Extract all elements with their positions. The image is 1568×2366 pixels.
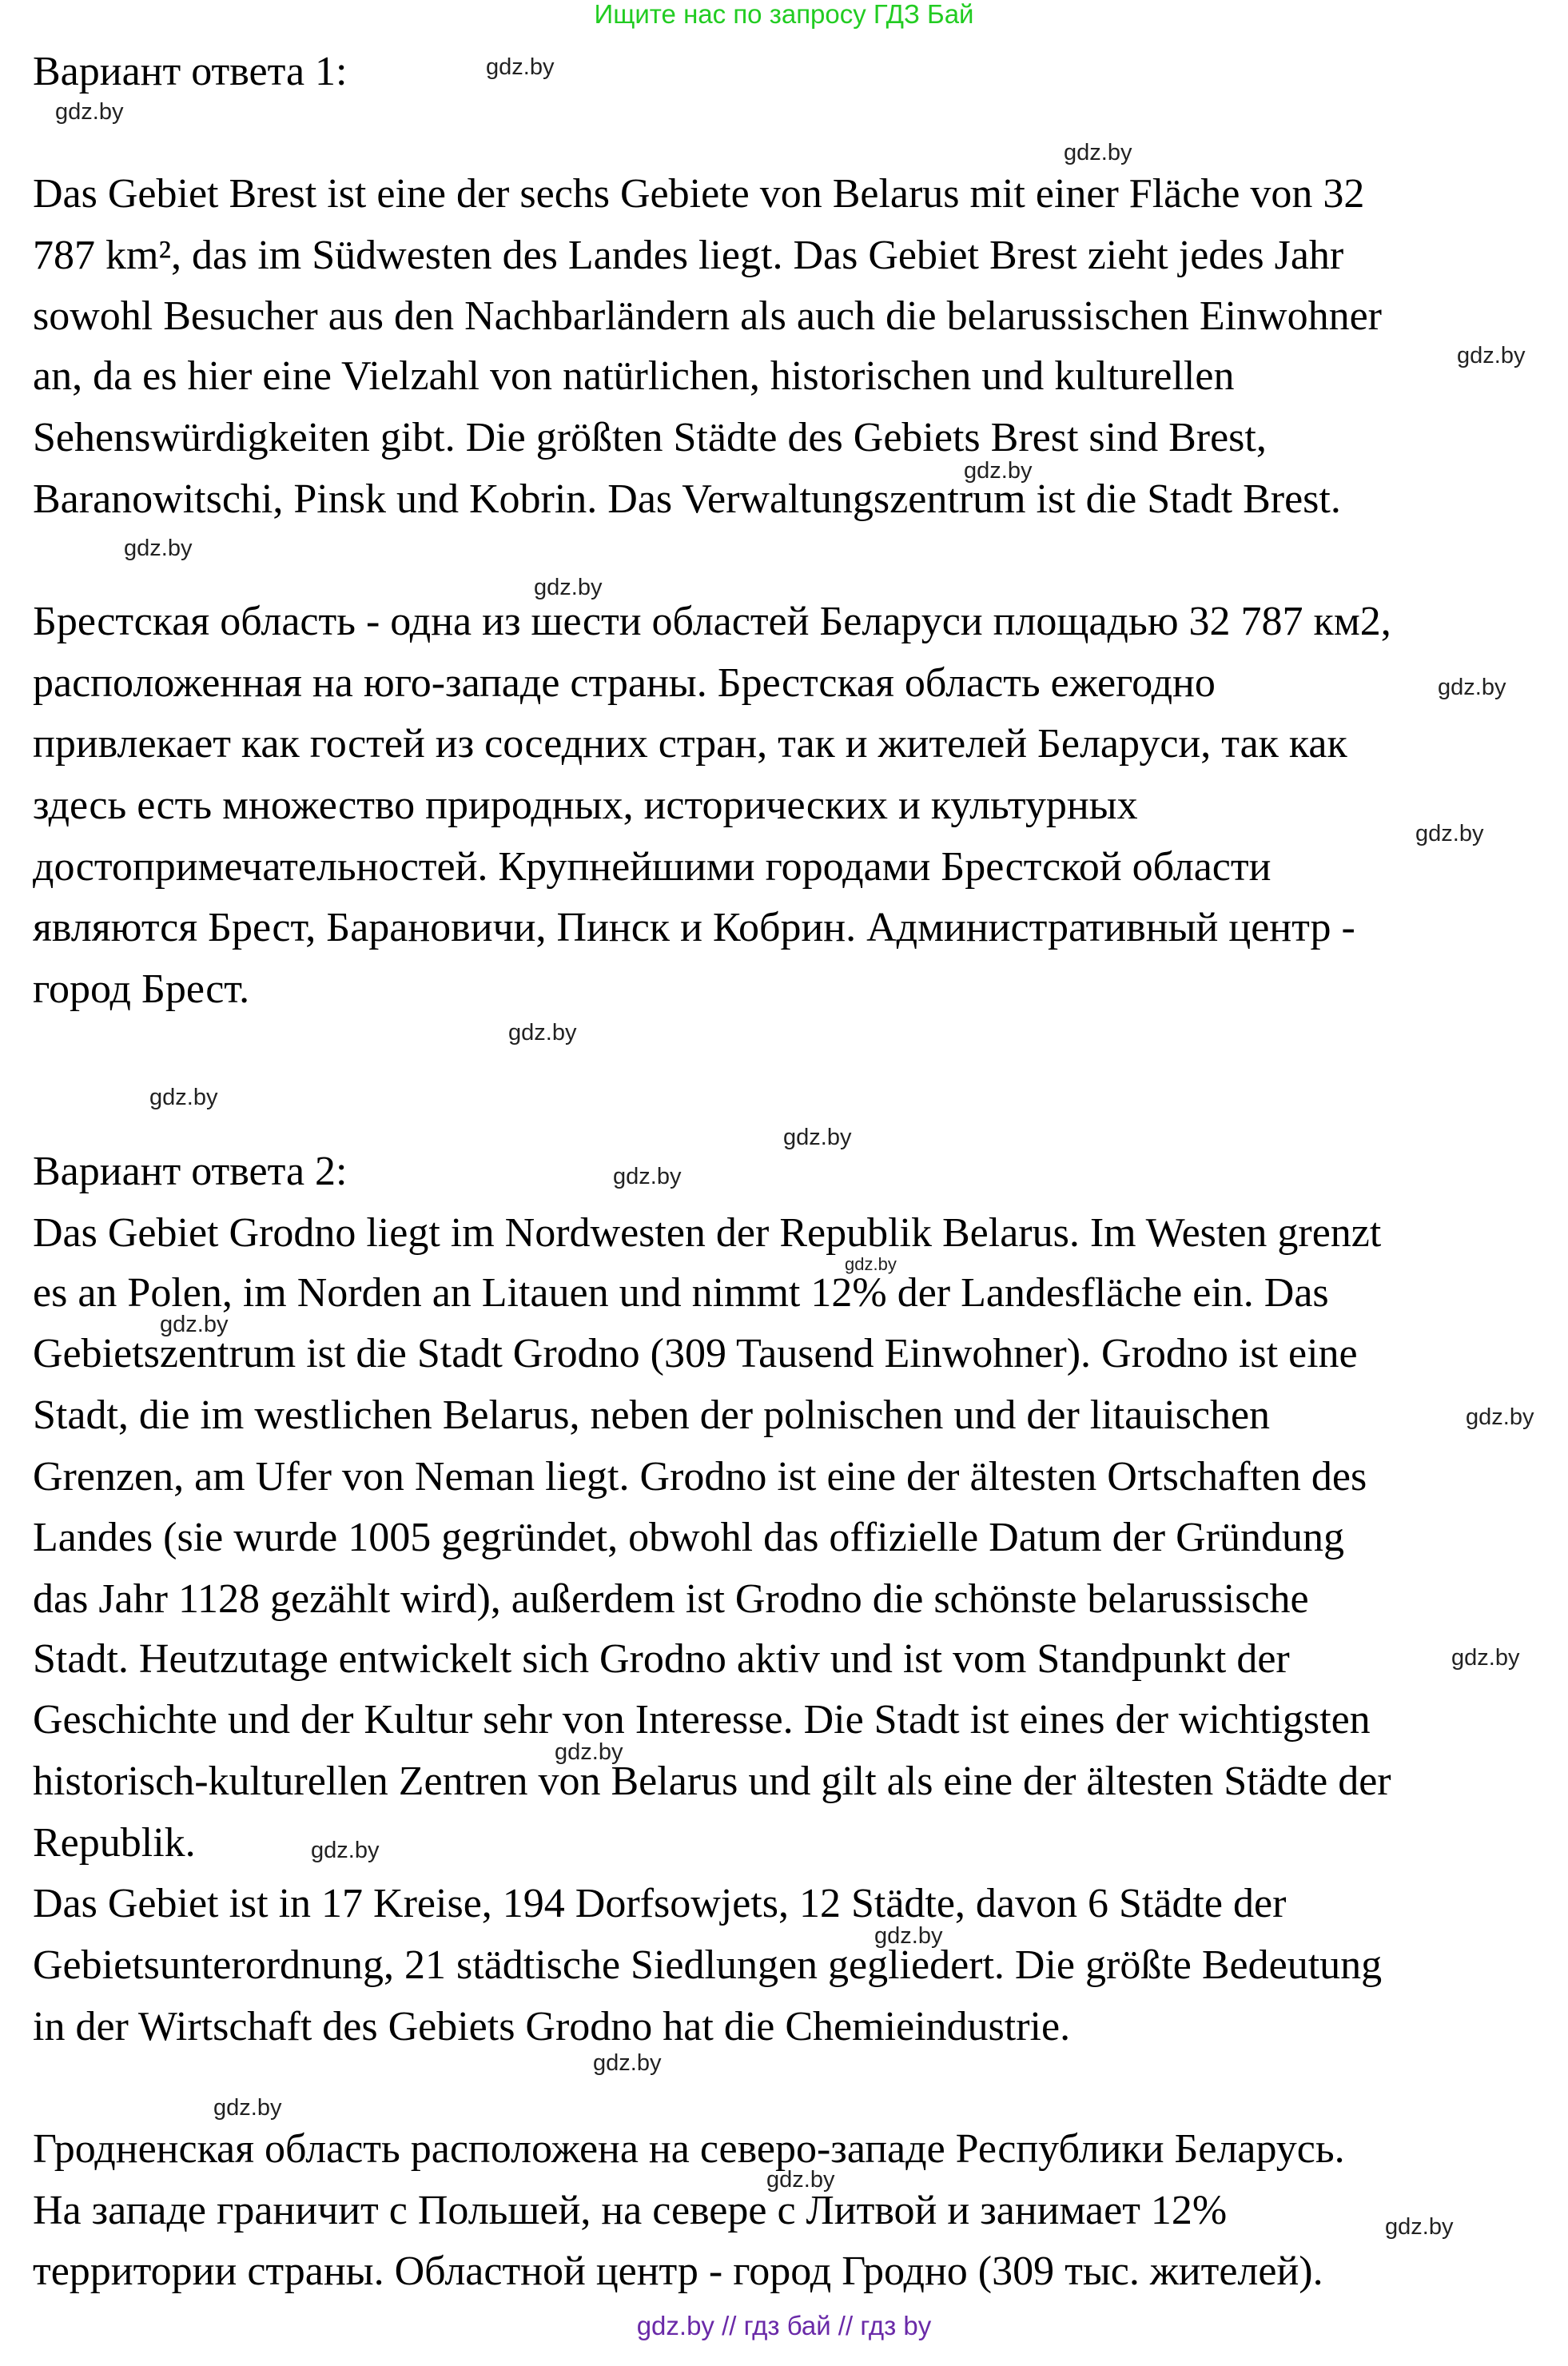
text-line: es an Polen, im Norden an Litauen und nimmt 12% der Landesfläche ein. Das bbox=[33, 1270, 1329, 1316]
watermark: gdz.by bbox=[124, 536, 193, 561]
text-line: Gebietszentrum ist die Stadt Grodno (309 Tausend Einwohner). Grodno ist eine bbox=[33, 1331, 1358, 1376]
text-line: привлекает как гостей из соседних стран, так и жителей Беларуси, так как bbox=[33, 721, 1347, 767]
watermark: gdz.by bbox=[149, 1085, 218, 1110]
watermark: gdz.by bbox=[964, 458, 1033, 484]
text-line: das Jahr 1128 gezählt wird), außerdem ist Grodno die schönste belarussische bbox=[33, 1576, 1309, 1622]
text-line: 787 km², das im Südwesten des Landes liegt. Das Gebiet Brest zieht jedes Jahr bbox=[33, 233, 1344, 278]
text-line: Grenzen, am Ufer von Neman liegt. Grodno ist eine der ältesten Ortschaften des bbox=[33, 1454, 1367, 1500]
text-line: Stadt, die im westlichen Belarus, neben der polnischen und der litauischen bbox=[33, 1392, 1271, 1438]
watermark: gdz.by bbox=[1438, 675, 1506, 700]
text-line: Geschichte und der Kultur sehr von Interesse. Die Stadt ist eines der wichtigsten bbox=[33, 1697, 1371, 1743]
text-line: sowohl Besucher aus den Nachbarländern als auch die belarussischen Einwohner bbox=[33, 293, 1382, 339]
text-line: an, da es hier eine Vielzahl von natürlichen, historischen und kulturellen bbox=[33, 353, 1235, 399]
watermark: gdz.by bbox=[613, 1164, 682, 1189]
text-line: территории страны. Областной центр - город Гродно (309 тыс. жителей). bbox=[33, 2248, 1323, 2294]
text-line: город Брест. bbox=[33, 966, 250, 1012]
text-line: Sehenswürdigkeiten gibt. Die größten Städte des Gebiets Brest sind Brest, bbox=[33, 415, 1267, 460]
search-banner: Ищите нас по запросу ГДЗ Бай bbox=[594, 0, 974, 29]
watermark: gdz.by bbox=[555, 1739, 623, 1765]
watermark: gdz.by bbox=[1457, 343, 1526, 368]
text-line: достопримечательностей. Крупнейшими городами Брестской области bbox=[33, 844, 1272, 890]
text-line: historisch-kulturellen Zentren von Belarus und gilt als eine der ältesten Städte der bbox=[33, 1759, 1391, 1804]
watermark: gdz.by bbox=[1415, 821, 1484, 846]
variant-1-heading: Вариант ответа 1: bbox=[33, 49, 348, 94]
text-line: Das Gebiet Grodno liegt im Nordwesten der Republik Belarus. Im Westen grenzt bbox=[33, 1210, 1382, 1256]
text-line: здесь есть множество природных, исторических и культурных bbox=[33, 783, 1138, 828]
watermark: gdz.by bbox=[486, 54, 555, 80]
text-line: in der Wirtschaft des Gebiets Grodno hat die Chemieindustrie. bbox=[33, 2004, 1071, 2049]
watermark: gdz.by bbox=[1064, 140, 1132, 165]
text-line: Landes (sie wurde 1005 gegründet, obwohl das offizielle Datum der Gründung bbox=[33, 1515, 1344, 1560]
watermark: gdz.by bbox=[766, 2167, 835, 2193]
text-line: Republik. bbox=[33, 1820, 196, 1866]
watermark: gdz.by bbox=[534, 575, 603, 600]
footer-links: gdz.by // гдз бай // гдз by bbox=[636, 2311, 932, 2340]
watermark: gdz.by bbox=[783, 1125, 852, 1150]
text-line: Baranowitschi, Pinsk und Kobrin. Das Verwaltungszentrum ist die Stadt Brest. bbox=[33, 476, 1341, 522]
text-line: Stadt. Heutzutage entwickelt sich Grodno aktiv und ist vom Standpunkt der bbox=[33, 1636, 1290, 1682]
text-line: Das Gebiet ist in 17 Kreise, 194 Dorfsowjets, 12 Städte, davon 6 Städte der bbox=[33, 1881, 1287, 1926]
text-line: Gebietsunterordnung, 21 städtische Siedlungen gegliedert. Die größte Bedeutung bbox=[33, 1942, 1383, 1988]
watermark: gdz.by bbox=[1385, 2214, 1454, 2240]
variant-2-heading: Вариант ответа 2: bbox=[33, 1149, 348, 1194]
watermark: gdz.by bbox=[213, 2095, 282, 2121]
watermark: gdz.by bbox=[845, 1254, 897, 1274]
watermark: gdz.by bbox=[874, 1923, 943, 1949]
text-line: расположенная на юго-западе страны. Брестская область ежегодно bbox=[33, 660, 1216, 706]
text-line: На западе граничит с Польшей, на севере с Литвой и занимает 12% bbox=[33, 2188, 1228, 2233]
watermark: gdz.by bbox=[1451, 1645, 1520, 1671]
text-line: Брестская область - одна из шести областей Беларуси площадью 32 787 км2, bbox=[33, 599, 1391, 644]
watermark: gdz.by bbox=[508, 1020, 577, 1046]
text-line: Гродненская область расположена на северо-западе Республики Беларусь. bbox=[33, 2126, 1345, 2172]
watermark: gdz.by bbox=[311, 1838, 380, 1863]
text-line: Das Gebiet Brest ist eine der sechs Gebiete von Belarus mit einer Fläche von 32 bbox=[33, 171, 1365, 217]
text-line: являются Брест, Барановичи, Пинск и Кобрин. Административный центр - bbox=[33, 905, 1355, 950]
watermark: gdz.by bbox=[1466, 1404, 1534, 1430]
watermark: gdz.by bbox=[593, 2050, 662, 2076]
watermark: gdz.by bbox=[160, 1312, 229, 1337]
watermark: gdz.by bbox=[55, 99, 124, 125]
